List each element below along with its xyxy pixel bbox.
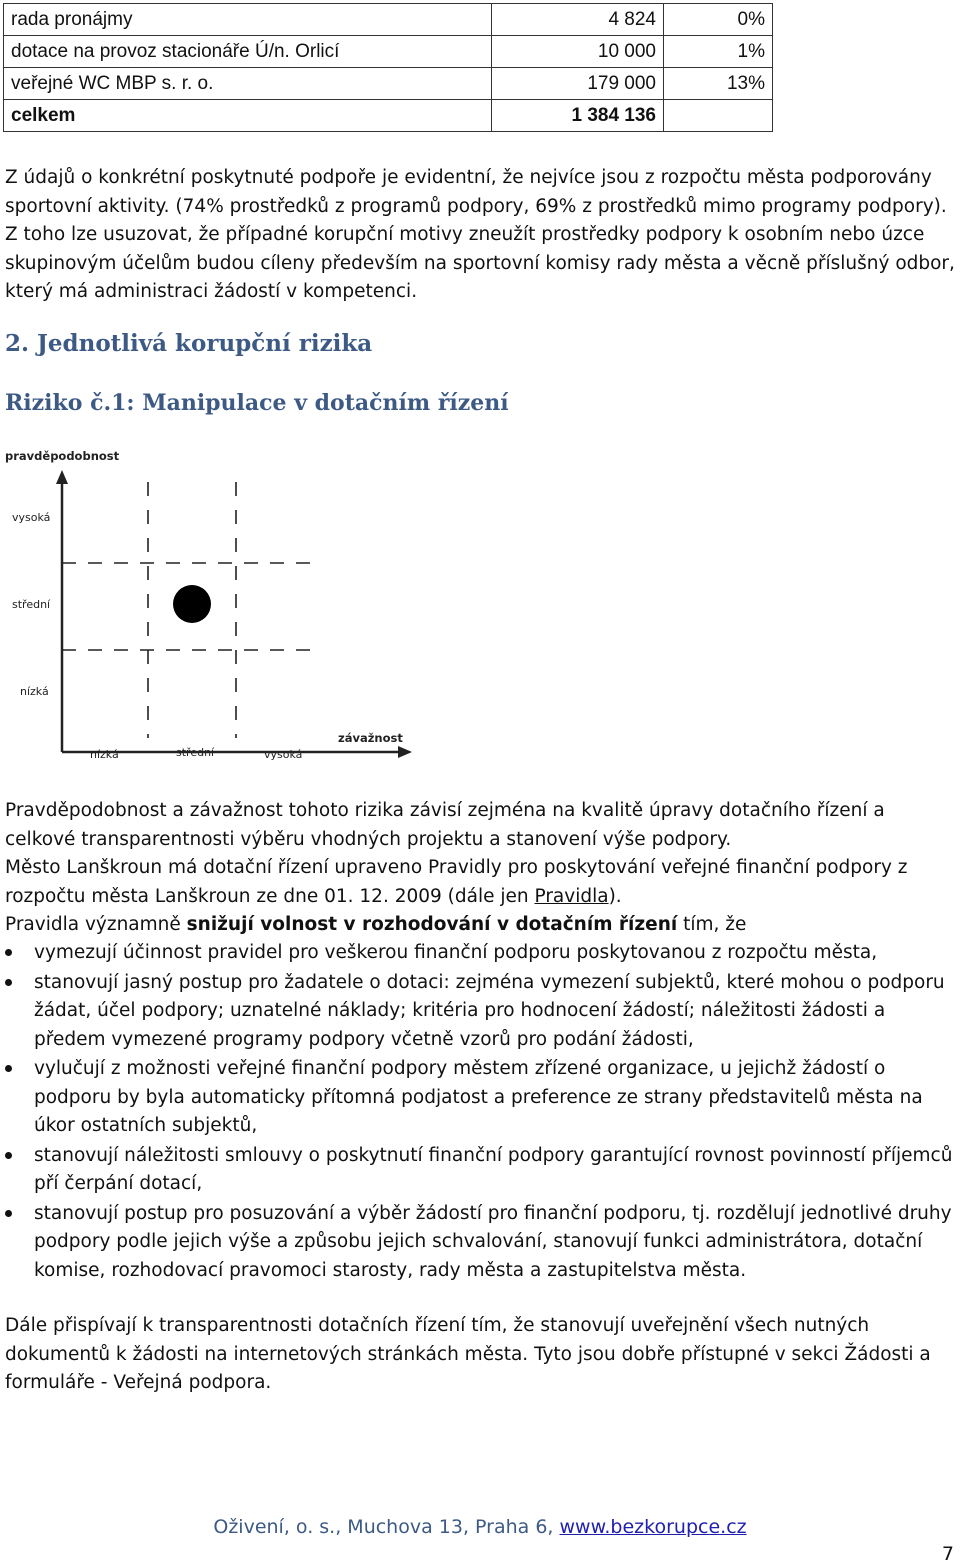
total-name: celkem: [4, 100, 492, 132]
rules-bullet-list: [5, 939, 955, 1286]
list-item-text: stanovují jasný postup pro žadatele o dotaci: zejména vymezení subjektů, které mohou o podporu žádat, účel podpory; uznatelné náklady; kritéria pro hodnocení žádostí; náležitosti žádosti a předem vymezené programy podpory včetně vzorů pro podání žádosti,: [34, 971, 945, 1050]
paragraph-rules-a: Pravděpodobnost a závažnost tohoto rizika závisí zejména na kvalitě úpravy dotačního řízení a celkové transparentnosti výběru vhodných projektu a stanovení výše podpory.: [5, 800, 885, 850]
bullet-icon: [5, 979, 12, 986]
bullet-icon: [5, 1210, 12, 1217]
row-share: 0%: [664, 4, 773, 36]
bullet-icon: [5, 949, 12, 956]
rules-c-end: tím, že: [677, 914, 747, 935]
table-row: [4, 68, 773, 100]
footer-text: Oživení, o. s., Muchova 13, Praha 6,: [213, 1516, 560, 1538]
rules-c-bold: snižují volnost v rozhodování v dotačním řízení: [186, 914, 678, 935]
rules-b-end: ).: [608, 885, 622, 907]
section-heading: 2. Jednotlivá korupční rizika: [5, 330, 373, 357]
paragraph-rules-b: [5, 854, 955, 911]
rules-c-text: Pravidla významně: [5, 914, 187, 935]
row-share: 13%: [664, 68, 773, 100]
x-axis-title: závažnost: [338, 731, 403, 745]
rules-b-text: Město Lanškroun má dotační řízení upraveno Pravidly pro poskytování veřejné finanční podpory z rozpočtu města Lanškroun ze dne 01. 12. 2009 (dále jen: [5, 857, 908, 907]
list-item: [5, 1142, 955, 1199]
y-label-high: vysoká: [12, 511, 51, 524]
row-amount: 10 000: [492, 36, 664, 68]
list-item-text: vymezují účinnost pravidel pro veškerou finanční podporu poskytovanou z rozpočtu města,: [34, 942, 878, 963]
page-footer: [0, 1516, 960, 1538]
pravidla-link[interactable]: Pravidla: [534, 885, 609, 907]
list-item: [5, 1200, 955, 1286]
x-label-high: vysoká: [264, 748, 303, 761]
risk-matrix-diagram: [0, 440, 420, 770]
list-item-text: vylučují z možnosti veřejné finanční podpory městem zřízené organizace, u jejichž žádostí o podporu by byla automaticky přítomná podjatost a preference ze strany představitelů města na úkor ostatních subjektů,: [34, 1058, 923, 1136]
row-name: dotace na provoz stacionáře Ú/n. Orlicí: [4, 36, 492, 68]
paragraph-transparency: Dále přispívají k transparentnosti dotačních řízení tím, že stanovují uveřejnění všech nutných dokumentů k žádosti na internetových stránkách města. Tyto jsou dobře přístupné v sekci Žádosti a formuláře - Veřejná podpora.: [5, 1315, 931, 1393]
row-amount: 179 000: [492, 68, 664, 100]
paragraph-rules: [5, 797, 955, 940]
x-label-low: nízká: [90, 748, 119, 761]
list-item: [5, 969, 955, 1055]
row-name: veřejné WC MBP s. r. o.: [4, 68, 492, 100]
bullet-icon: [5, 1065, 12, 1072]
risk-marker: [173, 585, 211, 623]
row-amount: 4 824: [492, 4, 664, 36]
list-item-text: stanovují postup pro posuzování a výběr žádostí pro finanční podporu, tj. rozdělují jednotlivé druhy podpory podle jejich výše a způsobu jejich schvalování, stanovují funkci administrátora, dotační komise, rozhodovací pravomoci starosty, rady města a zastupitelstva města.: [34, 1202, 952, 1281]
paragraph-rules-c: [5, 911, 955, 940]
page-number: 7: [941, 1543, 954, 1565]
y-axis-title: pravděpodobnost: [5, 449, 120, 463]
table-row: [4, 4, 773, 36]
y-axis-arrow-icon: [56, 470, 68, 484]
footer-link[interactable]: www.bezkorupce.cz: [559, 1516, 747, 1538]
y-label-medium: střední: [12, 598, 51, 611]
y-label-low: nízká: [20, 685, 49, 698]
list-item-text: stanovují náležitosti smlouvy o poskytnutí finanční podpory garantující rovnost povinností příjemců pří čerpání dotací,: [34, 1144, 953, 1194]
x-axis-arrow-icon: [398, 746, 412, 758]
table-row: [4, 36, 773, 68]
list-item: [5, 939, 955, 968]
bullet-icon: [5, 1152, 12, 1159]
paragraph-sport-support: Z údajů o konkrétní poskytnuté podpoře je evidentní, že nejvíce jsou z rozpočtu města podporovány sportovní aktivity. (74% prostředků z programů podpory, 69% z prostředků mimo programy podpory). Z toho lze usuzovat, že případné korupční motivy zneužít prostředky podpory k osobním nebo úzce skupinovým účelům budou cíleny především na sportovní komisy rady města a věcně příslušný odbor, který má administraci žádostí v kompetenci.: [5, 167, 955, 302]
x-label-medium: střední: [176, 746, 215, 759]
list-item: [5, 1055, 955, 1141]
total-amount: 1 384 136: [492, 100, 664, 132]
risk-heading: Riziko č.1: Manipulace v dotačním řízení: [5, 390, 509, 416]
table-total-row: [4, 100, 773, 132]
total-share-empty: [664, 100, 773, 132]
row-name: rada pronájmy: [4, 4, 492, 36]
row-share: 1%: [664, 36, 773, 68]
budget-table: [3, 3, 773, 132]
